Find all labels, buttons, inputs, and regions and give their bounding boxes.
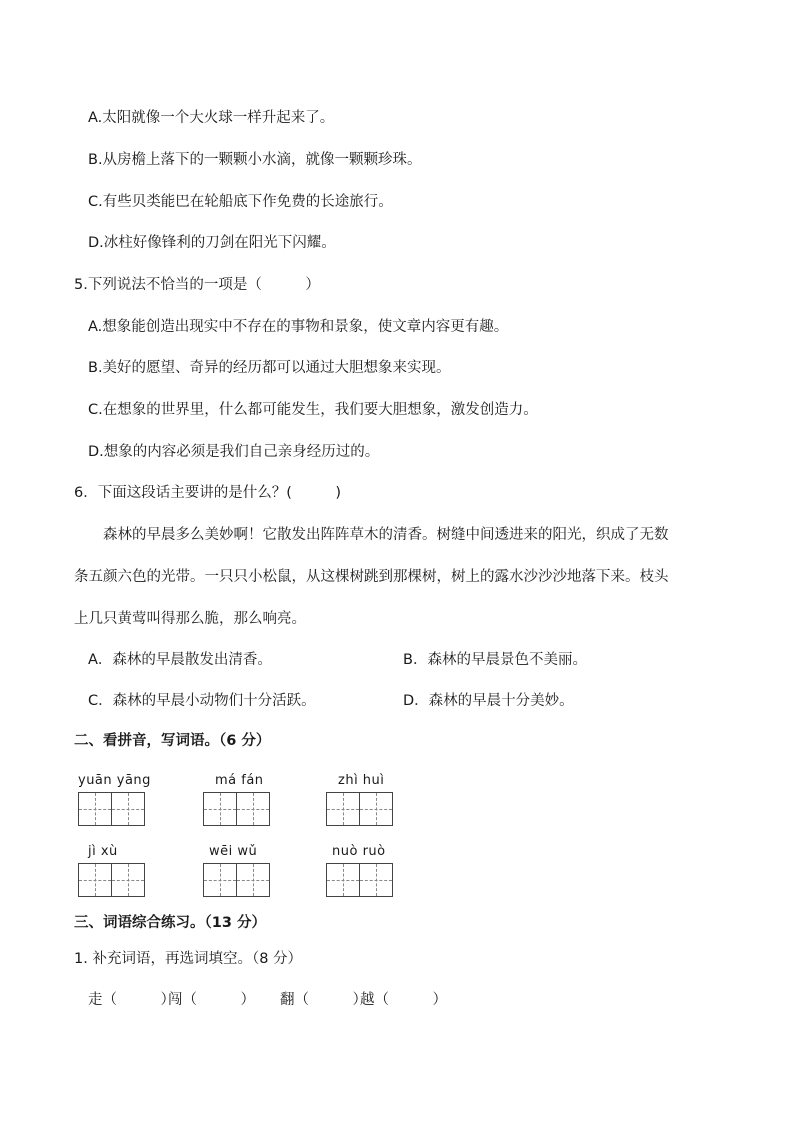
writing-grid[interactable]: [203, 863, 269, 897]
q6-passage-line-3: 上几只黄莺叫得那么脆，那么响亮。: [74, 611, 306, 627]
blank-fan[interactable]: 翻（ ）: [280, 992, 367, 1008]
writing-grid[interactable]: [326, 863, 392, 897]
q6-option-b: B．森林的早晨景色不美丽。: [403, 652, 587, 668]
section-3-title: 三、词语综合练习。（13 分）: [74, 915, 266, 931]
q6-option-a: A．森林的早晨散发出清香。: [88, 652, 272, 668]
q6-option-d: D．森林的早晨十分美妙。: [403, 693, 574, 709]
q6-passage-line-2: 条五颜六色的光带。一只只小松鼠，从这棵树跳到那棵树，树上的露水沙沙沙地落下来。枝头: [74, 569, 669, 585]
blank-chuang[interactable]: 闯（ ）: [168, 992, 255, 1008]
q6-question: 6．下面这段话主要讲的是什么？( ): [74, 485, 342, 501]
section-3-q1: 1. 补充词语，再选词填空。（8 分）: [74, 951, 303, 967]
writing-grid[interactable]: [326, 792, 392, 826]
pinyin-label: yuān yāng: [78, 773, 151, 788]
pinyin-label: jì xù: [88, 844, 118, 859]
q4-option-d: D.冰柱好像锋利的刀剑在阳光下闪耀。: [88, 235, 336, 251]
pinyin-label: zhì huì: [338, 773, 385, 788]
q5-option-c: C.在想象的世界里，什么都可能发生，我们要大胆想象，激发创造力。: [88, 402, 538, 418]
q4-option-c: C.有些贝类能巴在轮船底下作免费的长途旅行。: [88, 194, 393, 210]
section-2-title: 二、看拼音，写词语。（6 分）: [74, 733, 271, 749]
writing-grid[interactable]: [78, 863, 144, 897]
q5-question: 5.下列说法不恰当的一项是（ ）: [74, 277, 320, 293]
writing-grid[interactable]: [78, 792, 144, 826]
q4-option-b: B.从房檐上落下的一颗颗小水滴，就像一颗颗珍珠。: [88, 152, 422, 168]
q6-option-c: C．森林的早晨小动物们十分活跃。: [88, 693, 316, 709]
q4-option-a: A.太阳就像一个大火球一样升起来了。: [88, 110, 335, 126]
pinyin-label: má fán: [215, 773, 264, 788]
pinyin-label: wēi wǔ: [209, 844, 258, 859]
blank-zou[interactable]: 走（ ）: [88, 992, 175, 1008]
q5-option-b: B.美好的愿望、奇异的经历都可以通过大胆想象来实现。: [88, 360, 451, 376]
q5-option-d: D.想象的内容必须是我们自己亲身经历过的。: [88, 444, 380, 460]
blank-yue[interactable]: 越（ ）: [360, 992, 447, 1008]
q5-option-a: A.想象能创造出现实中不存在的事物和景象，使文章内容更有趣。: [88, 319, 509, 335]
writing-grid[interactable]: [203, 792, 269, 826]
pinyin-label: nuò ruò: [332, 844, 386, 859]
q6-passage-line-1: 森林的早晨多么美妙啊！它散发出阵阵草木的清香。树缝中间透进来的阳光，织成了无数: [103, 527, 669, 543]
